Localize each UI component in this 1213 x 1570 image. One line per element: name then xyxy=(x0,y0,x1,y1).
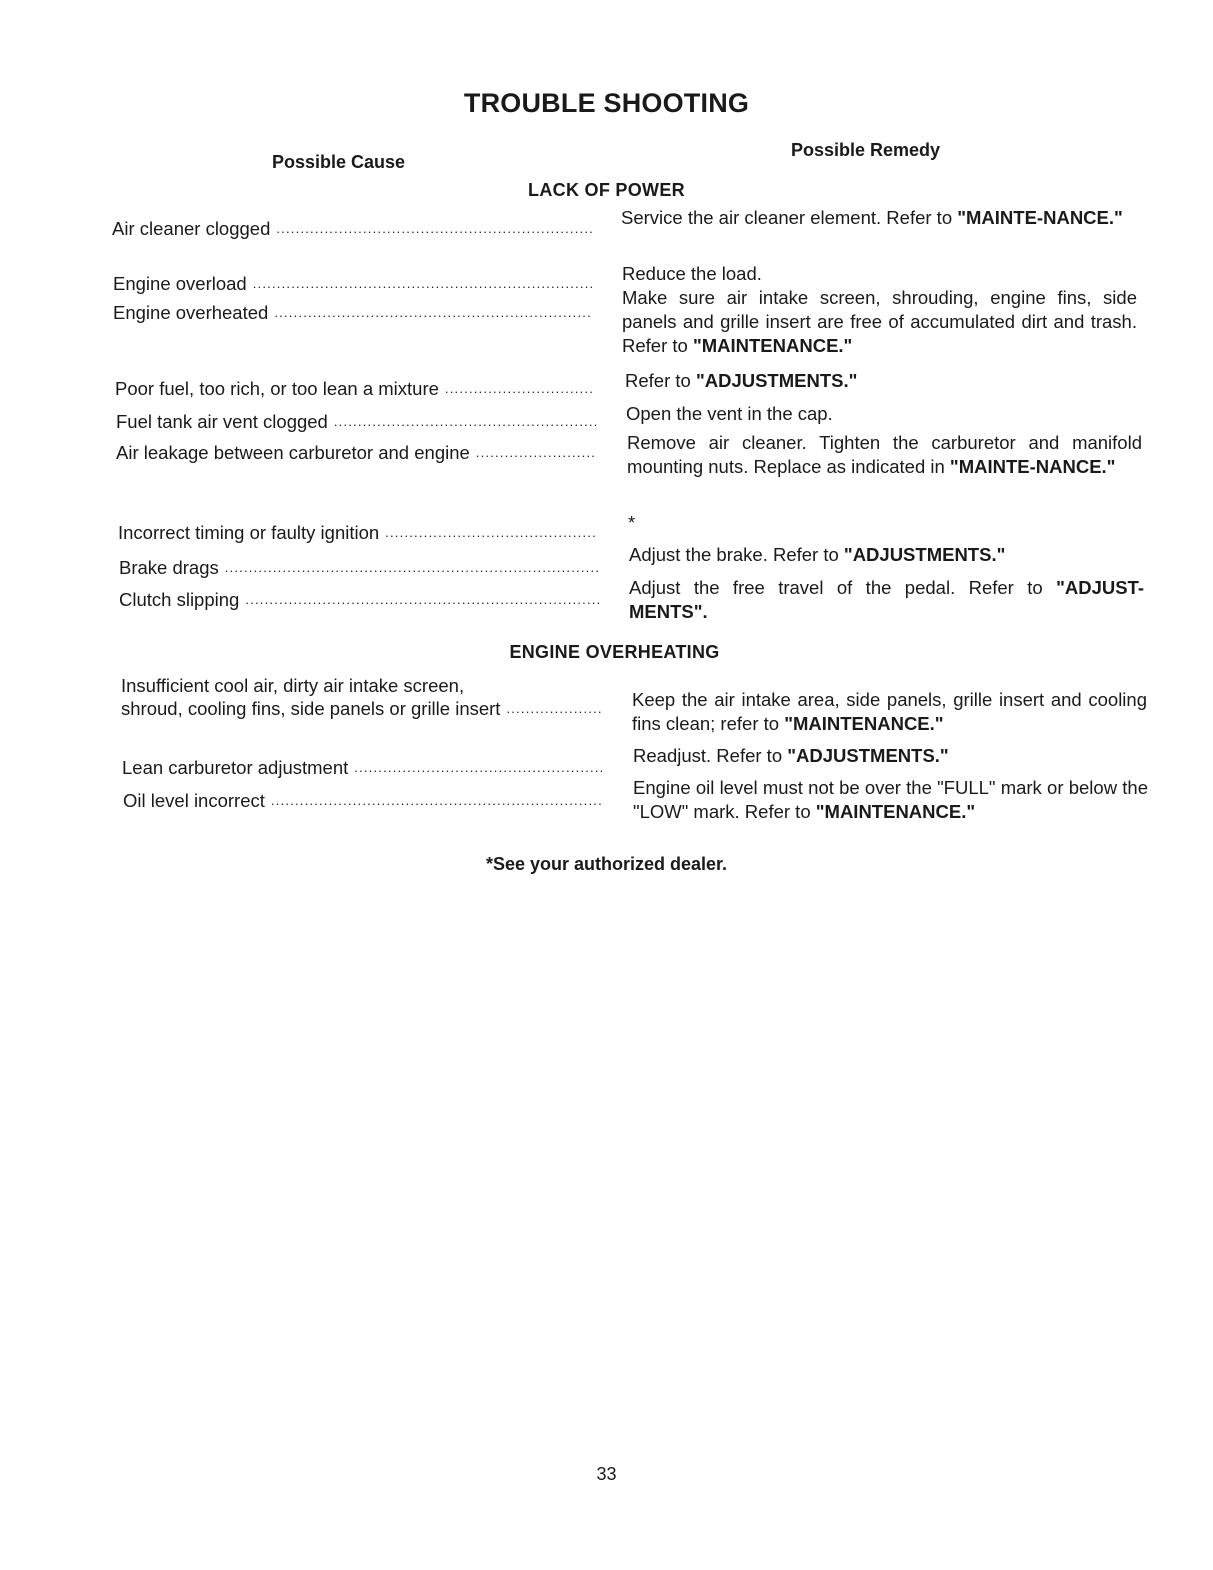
dot-leader xyxy=(385,521,598,544)
dot-leader xyxy=(506,697,601,720)
remedy-run: Adjust the free travel of the pedal. Refer to xyxy=(629,577,1057,598)
remedy-reference: "MAINTE-NANCE." xyxy=(949,456,1116,477)
cause-item xyxy=(119,588,599,611)
remedy-reference: "MAINTENANCE." xyxy=(815,801,976,822)
remedy-run: * xyxy=(628,512,636,533)
remedy-run: Refer to xyxy=(625,370,696,391)
remedy-text xyxy=(625,369,1140,393)
remedy-reference: "ADJUST-MENTS". xyxy=(629,577,1144,622)
cause-text: Incorrect timing or faulty ignition xyxy=(118,522,380,543)
remedy-run: Keep the air intake area, side panels, grille insert and cooling fins clean; refer to xyxy=(632,689,1147,734)
cause-text: Oil level incorrect xyxy=(123,790,265,811)
remedy-text xyxy=(629,543,1144,567)
remedy-reference: "ADJUSTMENTS." xyxy=(843,544,1006,565)
remedy-run: Open the vent in the cap. xyxy=(626,403,833,424)
cause-text: Air cleaner clogged xyxy=(112,218,271,239)
remedy-reference: "MAINTE-NANCE." xyxy=(957,207,1123,228)
page-number: 33 xyxy=(596,1464,617,1484)
remedy-reference: "ADJUSTMENTS." xyxy=(787,745,949,766)
remedy-text xyxy=(622,286,1137,358)
remedy-run: Reduce the load. xyxy=(622,263,762,284)
remedy-run: Adjust the brake. Refer to xyxy=(629,544,844,565)
dot-leader xyxy=(476,441,596,464)
cause-item xyxy=(122,756,602,779)
remedy-text xyxy=(621,206,1136,230)
dot-leader xyxy=(274,301,593,324)
dot-leader xyxy=(225,556,599,579)
dot-leader xyxy=(276,217,592,240)
cause-item-first-line xyxy=(121,674,601,697)
cause-text: Insufficient cool air, dirty air intake screen, xyxy=(121,675,465,696)
cause-item xyxy=(113,301,593,324)
cause-text: shroud, cooling fins, side panels or grille insert xyxy=(121,698,501,719)
cause-item xyxy=(118,521,598,544)
cause-column-header: Possible Cause xyxy=(272,152,406,172)
dot-leader xyxy=(271,789,603,812)
remedy-text xyxy=(633,744,1148,768)
remedy-run: Remove air cleaner. Tighten the carburetor and manifold mounting nuts. Replace as indicated in xyxy=(627,432,1142,477)
dot-leader xyxy=(445,377,595,400)
cause-text: Engine overheated xyxy=(113,302,269,323)
remedy-column-header: Possible Remedy xyxy=(791,140,941,160)
section-heading-engine-overheating: ENGINE OVERHEATING xyxy=(509,642,720,662)
cause-item xyxy=(119,556,599,579)
remedy-text xyxy=(622,262,1137,286)
cause-text: Engine overload xyxy=(113,273,247,294)
cause-text: Poor fuel, too rich, or too lean a mixture xyxy=(115,378,439,399)
cause-text: Fuel tank air vent clogged xyxy=(116,411,328,432)
remedy-text xyxy=(627,431,1142,479)
dealer-footnote: *See your authorized dealer. xyxy=(485,854,728,874)
cause-text: Brake drags xyxy=(119,557,219,578)
dot-leader xyxy=(354,756,602,779)
dot-leader xyxy=(334,410,596,433)
cause-item xyxy=(112,217,592,240)
cause-text: Clutch slipping xyxy=(119,589,240,610)
remedy-run: Service the air cleaner element. Refer to xyxy=(621,207,958,228)
remedy-reference: "ADJUSTMENTS." xyxy=(695,370,858,391)
remedy-text xyxy=(632,688,1147,736)
cause-item xyxy=(115,377,595,400)
cause-item xyxy=(121,697,601,720)
remedy-run: Readjust. Refer to xyxy=(633,745,788,766)
cause-item xyxy=(113,272,593,295)
remedy-text xyxy=(633,776,1148,824)
cause-text: Air leakage between carburetor and engine xyxy=(116,442,470,463)
remedy-run: Engine oil level must not be over the "FULL" mark or below the "LOW" mark. Refer to xyxy=(633,777,1148,822)
remedy-text xyxy=(629,576,1144,624)
dot-leader xyxy=(253,272,593,295)
cause-text: Lean carburetor adjustment xyxy=(122,757,349,778)
dot-leader xyxy=(245,588,599,611)
remedy-text xyxy=(626,402,1141,426)
cause-item xyxy=(116,410,596,433)
remedy-run: Make sure air intake screen, shrouding, engine fins, side panels and grille insert are free of accumulated dirt and trash. Refer to xyxy=(622,287,1137,356)
page-title: TROUBLE SHOOTING xyxy=(463,88,750,118)
section-heading-lack-of-power: LACK OF POWER xyxy=(528,180,685,200)
remedy-reference: "MAINTENANCE." xyxy=(784,713,944,734)
remedy-reference: "MAINTENANCE." xyxy=(692,335,853,356)
cause-item xyxy=(116,441,596,464)
cause-item xyxy=(123,789,603,812)
remedy-text xyxy=(628,511,1143,535)
